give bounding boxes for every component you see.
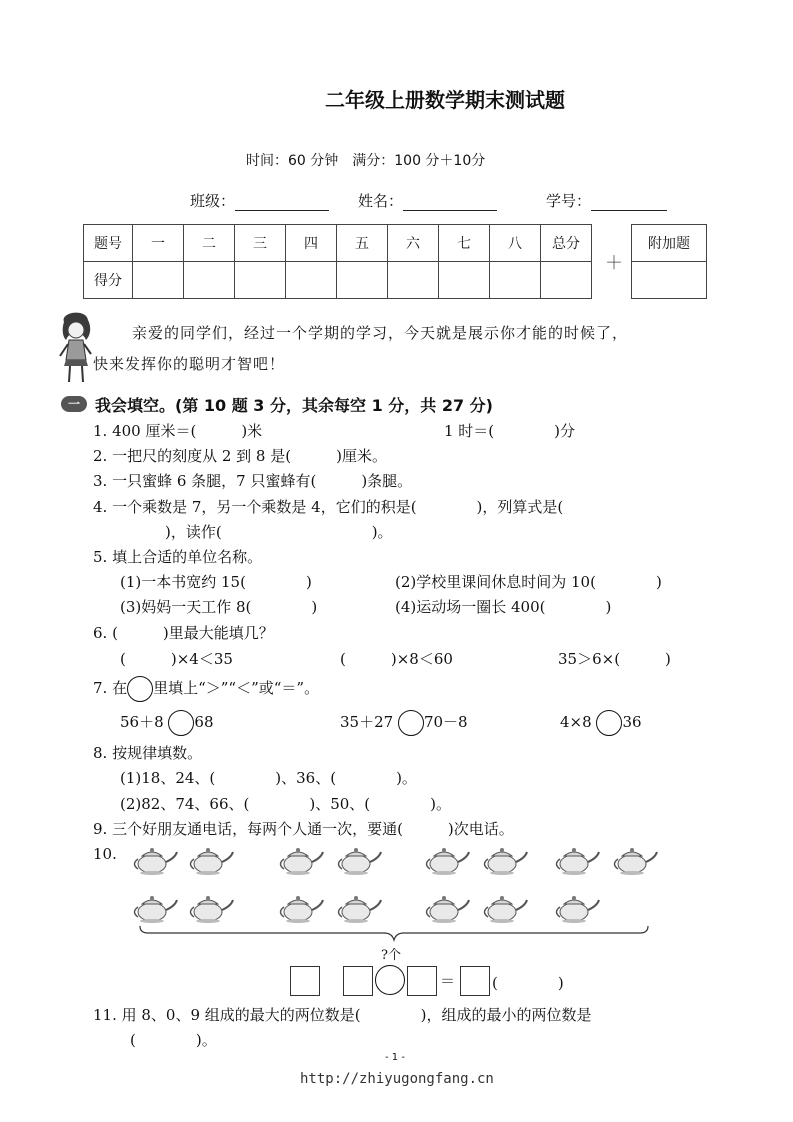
plus-sign: ＋ — [605, 253, 623, 274]
score-table-header-row — [84, 225, 592, 262]
question-1a: 1. 400 厘米＝( )米 — [93, 422, 263, 440]
question-1b: 1 时＝( )分 — [444, 422, 576, 440]
name-field — [358, 190, 497, 211]
class-label: 班级： — [190, 192, 236, 210]
intro-line-2: 快来发挥你的聪明才智吧！ — [93, 355, 286, 373]
compare-circle-icon — [596, 710, 622, 736]
question-6-2: ( )×8＜60 — [340, 650, 453, 668]
question-6: 6. ( )里最大能填几？ — [93, 624, 274, 642]
question-7-3 — [560, 710, 642, 736]
teapot-icon — [276, 842, 324, 876]
answer-box — [343, 966, 373, 996]
question-11b: ( )。 — [130, 1031, 217, 1049]
teapot-icon — [552, 890, 600, 924]
score-cell — [439, 262, 490, 299]
score-cell — [286, 262, 337, 299]
teapot-icon — [422, 842, 470, 876]
question-3: 3. 一只蜜蜂 6 条腿，7 只蜜蜂有( )条腿。 — [93, 472, 413, 490]
score-header-cell: 三 — [235, 225, 286, 262]
score-header-cell: 五 — [337, 225, 388, 262]
compare-circle-icon — [398, 710, 424, 736]
section-heading: 我会填空。(第 10 题 3 分，其余每空 1 分，共 27 分) — [95, 396, 493, 415]
class-blank — [235, 194, 329, 211]
teapot-icon — [334, 890, 382, 924]
student-id-field — [546, 190, 667, 211]
score-cell — [490, 262, 541, 299]
question-5-3: (3)妈妈一天工作 8( ) — [120, 598, 318, 616]
score-cell — [133, 262, 184, 299]
question-5-1: (1)一本书宽约 15( ) — [120, 573, 312, 591]
section-badge: 一 — [61, 396, 87, 412]
bonus-score-table — [631, 224, 707, 299]
question-8: 8. 按规律填数。 — [93, 744, 203, 762]
unit-blank: ( ) — [492, 974, 564, 992]
score-header-cell: 一 — [133, 225, 184, 262]
question-7-prefix: 7. 在 — [93, 679, 128, 697]
name-blank — [403, 194, 497, 211]
score-cell — [337, 262, 388, 299]
name-label: 姓名： — [358, 192, 404, 210]
teapot-icon — [610, 842, 658, 876]
score-header-cell: 八 — [490, 225, 541, 262]
page-number: - 1 - — [385, 1052, 405, 1063]
question-5-4: (4)运动场一圈长 400( ) — [395, 598, 612, 616]
equals-sign: ＝ — [440, 972, 456, 990]
teapot-icon — [334, 842, 382, 876]
expression: 4×8 — [560, 713, 592, 731]
question-4b: )，读作( )。 — [120, 523, 393, 541]
question-8-1: (1)18、24、( )、36、( )。 — [120, 769, 417, 787]
teapot-icon — [186, 890, 234, 924]
watermark-url: http://zhiyugongfang.cn — [300, 1071, 494, 1087]
score-cell — [235, 262, 286, 299]
score-header-cell: 题号 — [84, 225, 133, 262]
score-cell — [541, 262, 592, 299]
teapot-icon — [130, 890, 178, 924]
score-header-cell: 七 — [439, 225, 490, 262]
score-table-score-row — [84, 262, 592, 299]
page-title: 二年级上册数学期末测试题 — [325, 88, 565, 112]
question-5: 5. 填上合适的单位名称。 — [93, 548, 263, 566]
exam-info: 时间：60 分钟 满分：100 分＋10分 — [246, 153, 486, 169]
question-5-2: (2)学校里课间休息时间为 10( ) — [395, 573, 662, 591]
teapot-icon — [552, 842, 600, 876]
score-table — [83, 224, 592, 299]
teapot-icon — [276, 890, 324, 924]
question-6-1: ( )×4＜35 — [120, 650, 233, 668]
question-8-2: (2)82、74、66、( )、50、( )。 — [120, 795, 452, 813]
operator-circle-icon — [375, 965, 405, 995]
question-7-2 — [340, 710, 468, 736]
teapot-icon — [422, 890, 470, 924]
question-4a: 4. 一个乘数是 7，另一个乘数是 4，它们的积是( )，列算式是( — [93, 498, 564, 516]
question-7-1 — [120, 710, 214, 736]
bonus-score-cell — [632, 262, 707, 299]
teapot-icon — [186, 842, 234, 876]
question-2: 2. 一把尺的刻度从 2 到 8 是( )厘米。 — [93, 447, 387, 465]
expression: 56＋8 — [120, 713, 164, 731]
score-cell — [184, 262, 235, 299]
expression: 35＋27 — [340, 713, 394, 731]
expression: 36 — [622, 713, 642, 731]
question-6-3: 35＞6×( ) — [558, 650, 671, 668]
answer-box — [460, 966, 490, 996]
question-7 — [93, 676, 319, 702]
compare-circle-icon — [127, 676, 153, 702]
score-cell — [388, 262, 439, 299]
score-header-cell: 二 — [184, 225, 235, 262]
id-blank — [591, 194, 667, 211]
teapot-icon — [480, 890, 528, 924]
teapot-icon — [480, 842, 528, 876]
bonus-header-cell: 附加题 — [632, 225, 707, 262]
score-header-cell: 六 — [388, 225, 439, 262]
id-label: 学号： — [546, 192, 592, 210]
answer-box — [290, 966, 320, 996]
brace-icon — [138, 924, 650, 942]
score-header-cell: 总分 — [541, 225, 592, 262]
question-9: 9. 三个好朋友通电话，每两个人通一次，要通( )次电话。 — [93, 820, 514, 838]
question-7-suffix: 里填上“＞”“＜”或“＝”。 — [153, 679, 320, 697]
score-row-label: 得分 — [84, 262, 133, 299]
expression: 70－8 — [423, 713, 468, 731]
expression: 68 — [194, 713, 214, 731]
score-header-cell: 四 — [286, 225, 337, 262]
class-field — [190, 190, 329, 211]
girl-mascot-icon — [56, 310, 96, 384]
question-11a: 11. 用 8、0、9 组成的最大的两位数是( )，组成的最小的两位数是 — [93, 1006, 592, 1024]
intro-line-1: 亲爱的同学们，经过一个学期的学习，今天就是展示你才能的时候了， — [132, 324, 629, 342]
compare-circle-icon — [168, 710, 194, 736]
count-label: ?个 — [381, 948, 401, 963]
question-10: 10. — [93, 845, 117, 863]
teapot-icon — [130, 842, 178, 876]
answer-box — [407, 966, 437, 996]
